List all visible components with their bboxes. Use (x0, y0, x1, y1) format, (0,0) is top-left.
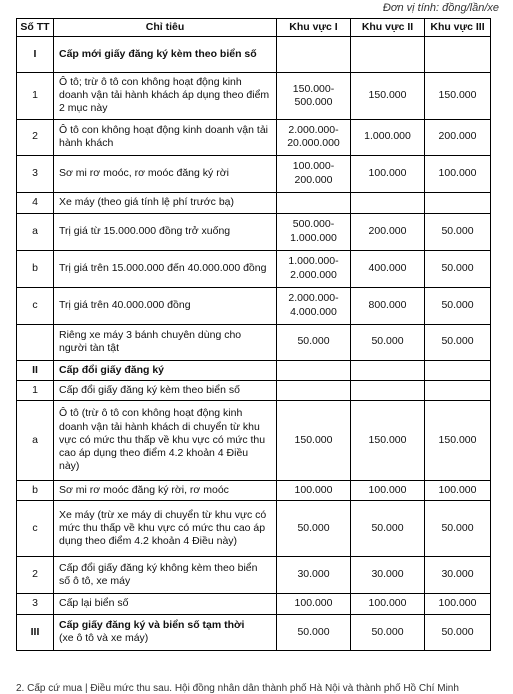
row-criteria-text: Xe máy (theo giá tính lệ phí trước bạ) (59, 195, 234, 208)
table-row (17, 213, 491, 250)
row-criteria (54, 593, 277, 614)
row-region-3-fee (425, 192, 491, 213)
table-row (17, 614, 491, 650)
row-criteria (54, 360, 277, 380)
row-region-3-fee: 50.000 (425, 324, 491, 360)
row-region-2-fee: 50.000 (351, 614, 425, 650)
header-region-3: Khu vực III (425, 19, 491, 37)
row-criteria (54, 250, 277, 287)
row-criteria (54, 324, 277, 360)
row-criteria-text: Xe máy (trừ xe máy di chuyển từ khu vực có mức thu thấp về khu vực có mức thu cao áp dụng theo điểm 4.2 khoản 4 Điều này) (59, 508, 267, 547)
unit-note: Đơn vị tính: đồng/lần/xe (382, 2, 499, 14)
row-region-3-fee (425, 380, 491, 400)
row-number: 1 (17, 73, 54, 119)
row-number: 1 (17, 380, 54, 400)
row-criteria-text: Sơ mi rơ moóc, rơ moóc đăng ký rời (59, 166, 229, 179)
row-region-1-fee: 50.000 (277, 614, 351, 650)
header-no: Số TT (17, 19, 54, 37)
row-number: a (17, 400, 54, 480)
table-row (17, 37, 491, 73)
table-row (17, 480, 491, 500)
row-number: 3 (17, 593, 54, 614)
row-region-1-fee: 50.000 (277, 500, 351, 556)
row-criteria-text: Trị giá từ 15.000.000 đồng trở xuống (59, 224, 231, 237)
row-region-1-fee: 100.000-200.000 (277, 155, 351, 192)
row-number: III (17, 614, 54, 650)
table-row (17, 324, 491, 360)
row-region-3-fee: 30.000 (425, 556, 491, 593)
row-criteria-text: Ô tô; trừ ô tô con không hoạt động kinh doanh vận tải hành khách áp dụng theo điểm 2 mục này (59, 76, 270, 115)
row-criteria (54, 73, 277, 119)
row-region-2-fee: 50.000 (351, 500, 425, 556)
row-number (17, 324, 54, 360)
table-row (17, 287, 491, 324)
row-criteria (54, 119, 277, 155)
row-region-2-fee: 100.000 (351, 480, 425, 500)
table-row (17, 556, 491, 593)
table-row (17, 155, 491, 192)
row-criteria-text: Cấp đổi giấy đăng ký (59, 363, 165, 376)
table-row (17, 73, 491, 119)
row-criteria (54, 400, 277, 480)
row-region-3-fee: 100.000 (425, 593, 491, 614)
row-criteria (54, 380, 277, 400)
row-region-1-fee: 2.000.000-20.000.000 (277, 119, 351, 155)
row-criteria-text: Cấp lại biển số (59, 597, 129, 610)
row-region-1-fee (277, 360, 351, 380)
row-region-1-fee: 150.000-500.000 (277, 73, 351, 119)
row-region-2-fee: 100.000 (351, 155, 425, 192)
row-number: a (17, 213, 54, 250)
table-row (17, 192, 491, 213)
row-number: 2 (17, 119, 54, 155)
row-criteria-text: Cấp mới giấy đăng ký kèm theo biển số (59, 48, 257, 61)
row-criteria-text: Trị giá trên 40.000.000 đồng (59, 298, 191, 311)
table-body (17, 37, 491, 651)
row-region-3-fee: 100.000 (425, 480, 491, 500)
row-region-3-fee: 50.000 (425, 500, 491, 556)
row-criteria-text: Cấp đổi giấy đăng ký không kèm theo biển số ô tô, xe máy (59, 561, 258, 587)
row-region-3-fee: 50.000 (425, 287, 491, 324)
row-number: 3 (17, 155, 54, 192)
row-criteria-note: (xe ô tô và xe máy) (59, 632, 149, 645)
row-number: 2 (17, 556, 54, 593)
row-region-3-fee (425, 360, 491, 380)
row-region-2-fee: 400.000 (351, 250, 425, 287)
row-region-1-fee: 30.000 (277, 556, 351, 593)
row-region-2-fee: 30.000 (351, 556, 425, 593)
row-criteria (54, 556, 277, 593)
table-row (17, 593, 491, 614)
row-criteria (54, 614, 277, 650)
row-region-3-fee: 50.000 (425, 213, 491, 250)
row-number: I (17, 37, 54, 73)
row-criteria-text: Ô tô con không hoạt động kinh doanh vận tải hành khách (59, 123, 268, 149)
row-criteria-text: Cấp giấy đăng ký và biển số tạm thời (59, 619, 245, 632)
row-region-2-fee (351, 37, 425, 73)
header-region-1: Khu vực I (277, 19, 351, 37)
table-header-row (17, 19, 491, 37)
row-criteria (54, 480, 277, 500)
row-region-2-fee: 1.000.000 (351, 119, 425, 155)
row-number: II (17, 360, 54, 380)
row-region-2-fee: 100.000 (351, 593, 425, 614)
row-region-2-fee (351, 380, 425, 400)
row-region-1-fee: 50.000 (277, 324, 351, 360)
row-criteria-text: Ô tô (trừ ô tô con không hoạt động kinh doanh vận tải hành khách di chuyển từ khu vực có mức thu thấp về khu vực có mức thu cao áp dụng theo điểm 4.2 khoản 4 Điều này) (59, 407, 266, 472)
row-region-1-fee: 100.000 (277, 593, 351, 614)
table-row (17, 400, 491, 480)
row-region-3-fee: 150.000 (425, 400, 491, 480)
row-region-1-fee: 500.000-1.000.000 (277, 213, 351, 250)
header-region-2: Khu vực II (351, 19, 425, 37)
row-region-2-fee: 150.000 (351, 400, 425, 480)
row-criteria (54, 213, 277, 250)
row-region-3-fee: 150.000 (425, 73, 491, 119)
row-region-1-fee (277, 37, 351, 73)
row-region-2-fee (351, 360, 425, 380)
row-region-1-fee: 1.000.000-2.000.000 (277, 250, 351, 287)
row-region-1-fee: 100.000 (277, 480, 351, 500)
row-criteria (54, 500, 277, 556)
footer-text: 2. Cấp cứ mua | Điều mức thu sau. Hội đồng nhân dân thành phố Hà Nội và thành phố Hồ Chí Minh (16, 683, 459, 694)
row-number: b (17, 250, 54, 287)
row-region-1-fee: 2.000.000-4.000.000 (277, 287, 351, 324)
row-region-3-fee (425, 37, 491, 73)
row-region-2-fee: 800.000 (351, 287, 425, 324)
row-region-2-fee (351, 192, 425, 213)
row-region-1-fee: 150.000 (277, 400, 351, 480)
row-criteria-text: Cấp đổi giấy đăng ký kèm theo biển số (59, 383, 240, 396)
row-criteria (54, 287, 277, 324)
row-criteria-text: Sơ mi rơ moóc đăng ký rời, rơ moóc (59, 483, 229, 496)
table-row (17, 500, 491, 556)
row-region-3-fee: 200.000 (425, 119, 491, 155)
row-criteria (54, 37, 277, 73)
table-row (17, 360, 491, 380)
row-criteria-text: Riêng xe máy 3 bánh chuyên dùng cho người tàn tật (59, 328, 242, 354)
row-region-1-fee (277, 380, 351, 400)
row-criteria (54, 192, 277, 213)
row-region-2-fee: 150.000 (351, 73, 425, 119)
row-region-1-fee (277, 192, 351, 213)
table-row (17, 380, 491, 400)
row-region-3-fee: 50.000 (425, 250, 491, 287)
row-number: 4 (17, 192, 54, 213)
row-number: b (17, 480, 54, 500)
row-number: c (17, 500, 54, 556)
table-row (17, 250, 491, 287)
row-region-2-fee: 200.000 (351, 213, 425, 250)
row-region-3-fee: 50.000 (425, 614, 491, 650)
row-region-3-fee: 100.000 (425, 155, 491, 192)
row-number: c (17, 287, 54, 324)
row-region-2-fee: 50.000 (351, 324, 425, 360)
fee-table (16, 18, 491, 651)
row-criteria-text: Trị giá trên 15.000.000 đến 40.000.000 đồng (59, 261, 267, 274)
table-row (17, 119, 491, 155)
row-criteria (54, 155, 277, 192)
header-criteria: Chỉ tiêu (54, 19, 277, 37)
